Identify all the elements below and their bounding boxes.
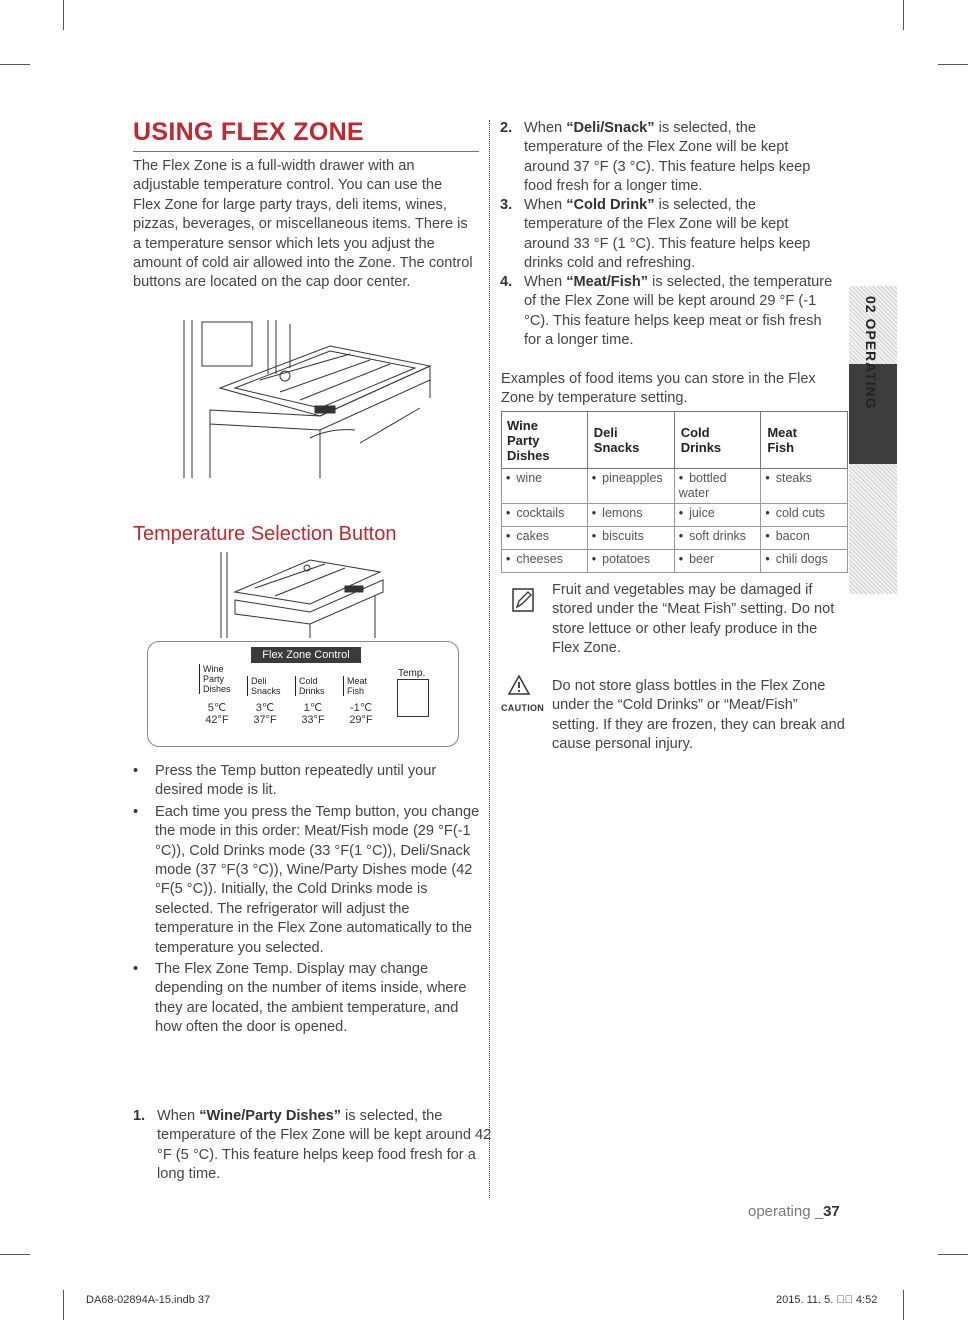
table-cell: • wine	[502, 469, 588, 504]
mode-temp-cold: 1℃ 33°F	[301, 702, 325, 726]
column-header: Meat Fish	[761, 412, 848, 469]
mode-temp-deli: 3℃ 37°F	[253, 702, 277, 726]
table-cell: • potatoes	[587, 550, 674, 573]
list-item: • The Flex Zone Temp. Display may change depending on the number of items inside, where they are located, the ambient temperature, and how often the door is opened.	[133, 960, 481, 1038]
crop-mark	[903, 1290, 904, 1320]
food-table	[501, 411, 848, 573]
numbered-item-3: 3. When “Cold Drink” is selected, the temperature of the Flex Zone will be kept around 33 °F (1 °C). This feature helps keep drinks cold and refreshing.	[500, 197, 811, 272]
table-cell: • bottled water	[674, 469, 761, 504]
crop-mark	[903, 0, 904, 30]
mode-label-deli: Deli Snacks	[247, 676, 281, 696]
caution-label: CAUTION	[501, 703, 545, 713]
table-row	[502, 504, 848, 527]
crop-mark	[63, 1290, 64, 1320]
crop-mark	[0, 64, 30, 65]
caution-text: Do not store glass bottles in the Flex Zone under the “Cold Drinks” or “Meat/Fish” setting. If they are frozen, they can break and cause personal injury.	[552, 678, 845, 753]
column-divider	[489, 120, 490, 1198]
table-header-row	[502, 412, 848, 469]
intro-paragraph: The Flex Zone is a full-width drawer with an adjustable temperature control. You can use the Flex Zone for large party trays, deli items, wines, pizzas, beverages, or miscellaneous items. There is a temperature sensor which lets you adjust the amount of cold air allowed into the Zone. The control buttons are located on the cap door center.	[133, 158, 473, 291]
title-rule	[133, 151, 479, 152]
temp-button-label: Temp.	[398, 668, 426, 679]
crop-mark	[938, 64, 968, 65]
column-header: Deli Snacks	[587, 412, 674, 469]
table-cell: • cold cuts	[761, 504, 848, 527]
side-tab-label: 02 OPERATING	[863, 296, 879, 410]
table-cell: • lemons	[587, 504, 674, 527]
control-panel-title: Flex Zone Control	[251, 647, 361, 663]
note-text: Fruit and vegetables may be damaged if stored under the “Meat Fish” setting. Do not store lettuce or other leafy produce in the Flex Zone.	[552, 582, 835, 657]
print-slug-right: 2015. 11. 5. ⃞⃞ 4:52	[776, 1294, 878, 1306]
table-row	[502, 469, 848, 504]
mode-temp-meat: -1℃ 29°F	[349, 702, 373, 726]
table-cell: • pineapples	[587, 469, 674, 504]
table-cell: • cocktails	[502, 504, 588, 527]
table-cell: • chili dogs	[761, 550, 848, 573]
note-icon	[511, 587, 535, 613]
table-cell: • beer	[674, 550, 761, 573]
table-cell: • bacon	[761, 527, 848, 550]
column-header: Wine Party Dishes	[502, 412, 588, 469]
crop-mark	[0, 1254, 30, 1255]
mode-label-meat: Meat Fish	[343, 676, 367, 696]
page-footer: operating _37	[748, 1203, 840, 1220]
flex-zone-drawer-illustration	[180, 318, 440, 483]
examples-intro: Examples of food items you can store in the Flex Zone by temperature setting.	[501, 371, 816, 407]
table-row	[502, 550, 848, 573]
bullet-list	[133, 762, 481, 1040]
column-header: Cold Drinks	[674, 412, 761, 469]
table-cell: • soft drinks	[674, 527, 761, 550]
temperature-button-illustration	[215, 552, 395, 642]
numbered-item-2: 2. When “Deli/Snack” is selected, the temperature of the Flex Zone will be kept around 37 °F (3 °C). This feature helps keep food fresh for a longer time.	[500, 120, 811, 195]
table-cell: • cakes	[502, 527, 588, 550]
crop-mark	[63, 0, 64, 30]
list-item: • Each time you press the Temp button, you change the mode in this order: Meat/Fish mode (29 °F(-1 °C)), Cold Drinks mode (33 °F(1 °C)), Deli/Snack mode (37 °F(3 °C)), Wine/Party Dishes mode (42 °F(5 °C)). Initially, the Cold Drinks mode is selected. The refrigerator will adjust the temperature in the Flex Zone automatically to the temperature you selected.	[133, 803, 481, 958]
table-cell: • cheeses	[502, 550, 588, 573]
page-title: USING FLEX ZONE	[133, 118, 364, 146]
table-cell: • juice	[674, 504, 761, 527]
numbered-item-1: 1. When “Wine/Party Dishes” is selected, the temperature of the Flex Zone will be kept around 42 °F (5 °C). This feature helps keep food fresh for a long time.	[133, 1108, 492, 1183]
mode-label-cold: Cold Drinks	[295, 676, 325, 696]
mode-label-wine: Wine Party Dishes	[199, 664, 231, 694]
table-cell: • steaks	[761, 469, 848, 504]
list-item: • Press the Temp button repeatedly until your desired mode is lit.	[133, 762, 481, 801]
numbered-item-4: 4. When “Meat/Fish” is selected, the temperature of the Flex Zone will be kept around 29 °F (-1 °C). This feature helps keep meat or fish fresh for a longer time.	[500, 274, 833, 349]
mode-temp-wine: 5℃ 42°F	[205, 702, 229, 726]
table-row	[502, 527, 848, 550]
print-slug-left: DA68-02894A-15.indb 37	[86, 1294, 211, 1306]
subheading: Temperature Selection Button	[133, 523, 397, 545]
table-cell: • biscuits	[587, 527, 674, 550]
caution-icon	[508, 675, 530, 695]
temp-button[interactable]	[397, 679, 429, 717]
section-side-tab	[849, 286, 897, 594]
crop-mark	[938, 1254, 968, 1255]
